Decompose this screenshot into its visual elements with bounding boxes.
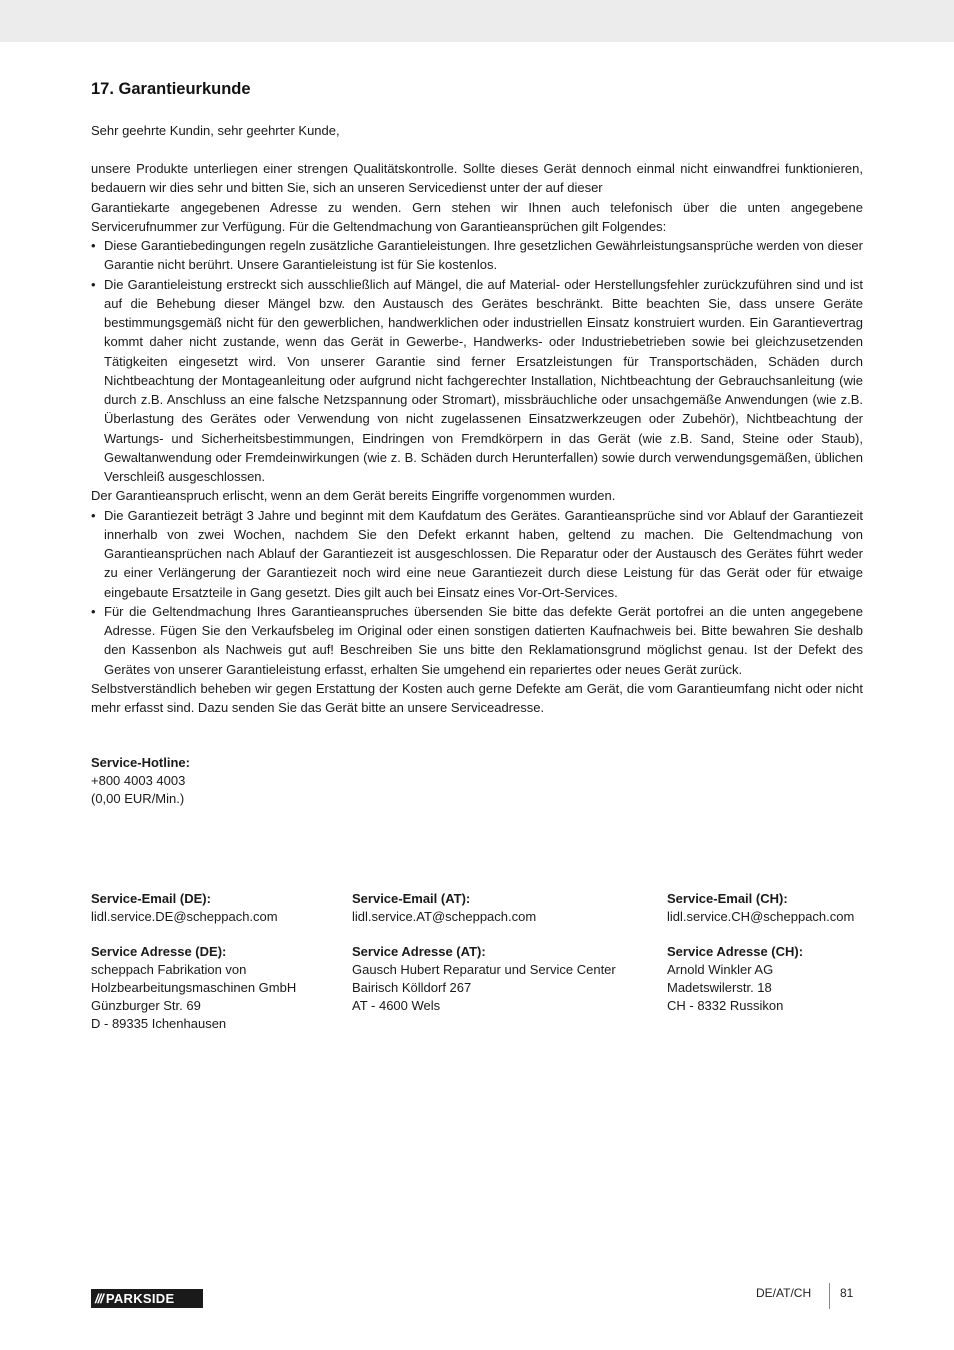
top-bar (0, 0, 954, 42)
address-line: Bairisch Kölldorf 267 (352, 980, 472, 995)
parkside-logo (91, 1289, 203, 1308)
address-line: Günzburger Str. 69 (91, 998, 201, 1013)
address-line: Holzbearbeitungsmaschinen GmbH (91, 980, 297, 995)
address-line: Arnold Winkler AG (667, 962, 774, 977)
service-column-at (352, 890, 616, 1015)
service-address-label: Service Adresse (CH): (667, 944, 804, 959)
address-line: D - 89335 Ichenhausen (91, 1016, 227, 1031)
expiry-note: Der Garantieanspruch erlischt, wenn an dem Gerät bereits Eingriffe vorgenommen wurden. (91, 488, 616, 504)
service-email: lidl.service.AT@scheppach.com (352, 909, 537, 924)
bullet-item: • Die Garantieleistung erstreckt sich ausschließlich auf Mängel, die auf Material- oder Herstellungsfehler zurückzuführen sind und ist auf die Behebung dieser Mängel bzw. den Austausch des Gerätes beschränkt. Bitte beachten Sie, dass unsere Geräte bestimmungsgemäß nicht für den gewerblichen, handwerklichen oder industriellen Einsatz konstruiert wurden. Ein Garantievertrag kommt daher nicht zustande, wenn das Gerät in Gewerbe-, Handwerks- oder Industriebetrieben sowie bei gleichzusetzenden Tätigkeiten eingesetzt wird. Von unserer Garantie sind ferner Ersatzleistungen für Transportschäden, Schäden durch Nichtbeachtung der Montageanleitung oder aufgrund nicht fachgerechter Installation, Nichtbeachtung der Gebrauchsanleitung (wie durch z.B. Anschluss an eine falsche Netzspannung oder Stromart), missbräuchliche oder unsachgemäße Anwendungen (wie z.B. Überlastung des Gerätes oder Verwendung von nicht zugelassenen Einsatzwerkzeugen oder Zubehör), Nichtbeachtung der Wartungs- und Sicherheitsbestimmungen, Eindringen von Fremdkörpern in das Gerät (wie z.B. Sand, Steine oder Staub), Gewaltanwendung oder Fremdeinwirkungen (wie z. B. Schäden durch Herunterfallen) sowie durch verwendungsgemäßen, üblichen Verschleiß ausgeschlossen. (91, 276, 863, 484)
intro-paragraph-2: Garantiekarte angegebenen Adresse zu wenden. Gern stehen wir Ihnen auch telefonisch über die unten angegebene Servicerufnummer zur Verfügung. Für die Geltendmachung von Garantieansprüchen gilt Folgendes: (91, 199, 863, 234)
salutation: Sehr geehrte Kundin, sehr geehrter Kunde, (91, 123, 340, 138)
service-hotline (91, 754, 190, 808)
page-number: 81 (840, 1286, 854, 1300)
bullet-item: • Die Garantiezeit beträgt 3 Jahre und beginnt mit dem Kaufdatum des Gerätes. Garantieansprüche sind vor Ablauf der Garantiezeit innerhalb von zwei Wochen, nachdem Sie den Defekt erkannt haben, geltend zu machen. Die Geltendmachung von Garantieansprüchen nach Ablauf der Garantiezeit ist ausgeschlossen. Die Reparatur oder der Austausch des Gerätes führt weder zu einer Verlängerung der Garantiezeit noch wird eine neue Garantiezeit durch diese Leistung für das Gerät oder für etwaige eingebaute Ersatzteile in Gang gesetzt. Dies gilt auch bei Einsatz eines Vor-Ort-Services. (91, 507, 863, 600)
service-column-de (91, 890, 296, 1033)
footer-language: DE/AT/CH (756, 1286, 812, 1300)
address-line: scheppach Fabrikation von (91, 962, 247, 977)
address-line: AT - 4600 Wels (352, 998, 441, 1013)
service-email-label: Service-Email (CH): (667, 891, 788, 906)
service-address-label: Service Adresse (DE): (91, 944, 227, 959)
footer-divider (829, 1283, 830, 1309)
service-email: lidl.service.CH@scheppach.com (667, 909, 855, 924)
bullet-marker: • (91, 507, 96, 523)
hotline-number: +800 4003 4003 (91, 773, 186, 788)
service-column-ch (667, 890, 854, 1015)
bullet-marker: • (91, 238, 96, 253)
service-email-label: Service-Email (AT): (352, 891, 471, 906)
intro-paragraph: unsere Produkte unterliegen einer strengen Qualitätskontrolle. Sollte dieses Gerät dennoch einmal nicht einwandfrei funktionieren, bedauern wir dies sehr und bitten Sie, sich an unseren Servicedienst unter der auf dieser (91, 161, 863, 196)
logo-stripes: /// (95, 1291, 103, 1306)
section-heading: 17. Garantieurkunde (91, 80, 251, 98)
bullet-marker: • (91, 603, 96, 619)
warranty-body (91, 159, 863, 717)
service-email-label: Service-Email (DE): (91, 891, 211, 906)
hotline-rate: (0,00 EUR/Min.) (91, 791, 185, 806)
bullet-item: • Für die Geltendmachung Ihres Garantieanspruches übersenden Sie bitte das defekte Gerät portofrei an die unten angegebene Adresse. Fügen Sie den Verkaufsbeleg im Original oder einen sonstigen datierten Kaufnachweis bei. Bitte bewahren Sie deshalb den Kassenbon als Nachweis gut auf! Beschreiben Sie uns bitte den Reklamationsgrund möglichst genau. Ist der Defekt des Gerätes von unserer Garantieleistung erfasst, erhalten Sie umgehend ein repariertes oder neues Gerät zurück. (91, 603, 863, 677)
bullet-marker: • (91, 276, 96, 292)
address-line: Madetswilerstr. 18 (667, 980, 772, 995)
closing-paragraph: Selbstverständlich beheben wir gegen Erstattung der Kosten auch gerne Defekte am Gerät, die vom Garantieumfang nicht oder nicht mehr erfasst sind. Dazu senden Sie das Gerät bitte an unsere Serviceadresse. (91, 680, 863, 715)
address-line: CH - 8332 Russikon (667, 998, 784, 1013)
logo-text: PARKSIDE (105, 1291, 175, 1306)
service-address-label: Service Adresse (AT): (352, 944, 486, 959)
hotline-label: Service-Hotline: (91, 755, 190, 770)
bullet-item: • Diese Garantiebedingungen regeln zusätzliche Garantieleistungen. Ihre gesetzlichen Gewährleistungsansprüche werden von dieser Garantie nicht berührt. Unsere Garantieleistung ist für Sie kostenlos. (91, 238, 863, 273)
address-line: Gausch Hubert Reparatur und Service Center (352, 962, 616, 977)
service-email: lidl.service.DE@scheppach.com (91, 909, 278, 924)
